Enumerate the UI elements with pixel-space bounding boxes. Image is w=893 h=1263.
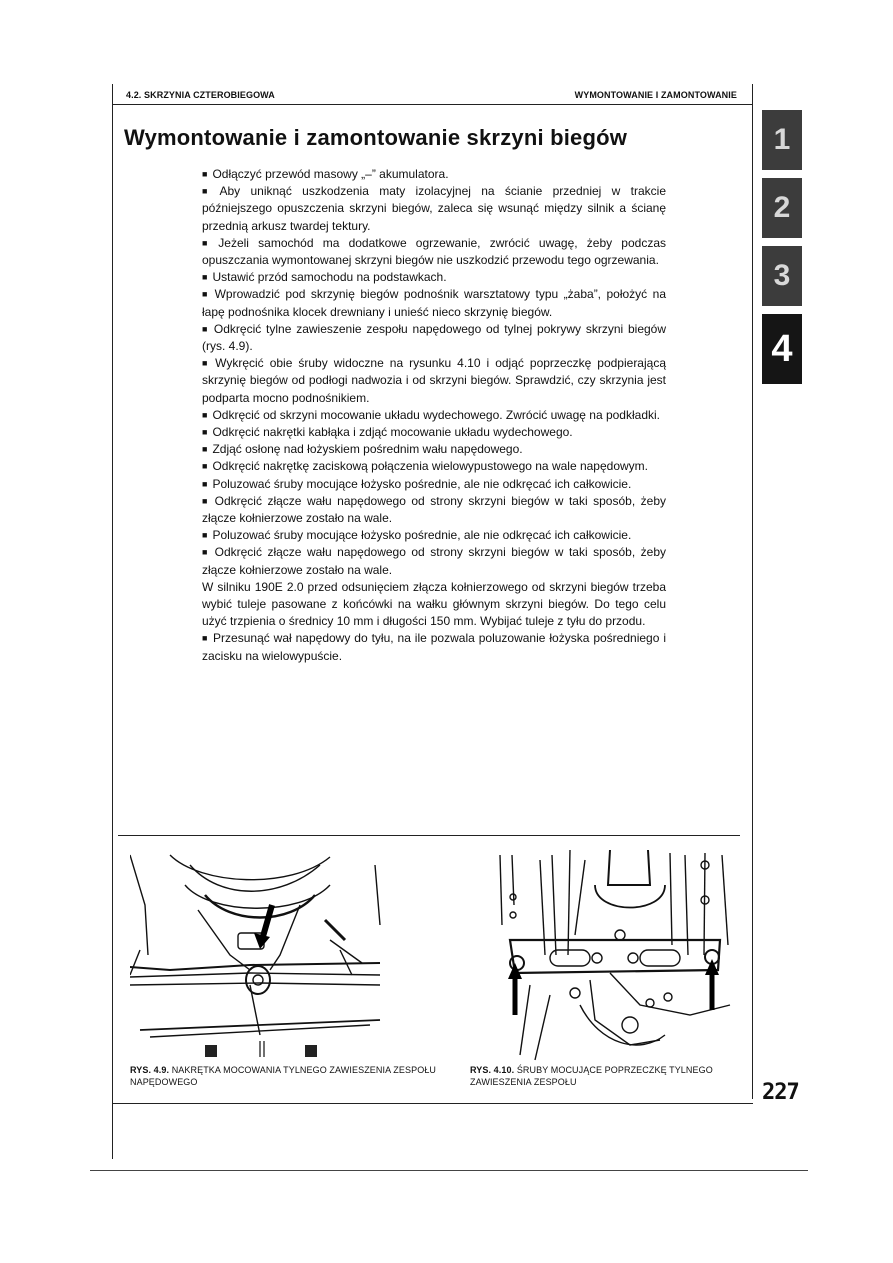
paragraph: ■ Wykręcić obie śruby widoczne na rysunku 4.10 i odjąć poprzeczkę podpierającą skrzynię biegów od podłogi nadwozia i od skrzyni biegów. Sprawdzić, czy skrzynia jest podparta mocno podnośnikiem.	[202, 355, 666, 407]
chapter-tab-2: 2	[762, 178, 802, 238]
figures-top-rule	[118, 835, 740, 836]
paragraph: ■ Aby uniknąć uszkodzenia maty izolacyjnej na ścianie przedniej w trakcie późniejszego opuszczenia skrzyni biegów, zaleca się wsunąć między silnik a ścianę przednią arkusz twardej tektury.	[202, 183, 666, 235]
paragraph: ■ Ustawić przód samochodu na podstawkach.	[202, 269, 666, 286]
figure-4-10-drawing	[490, 845, 740, 1067]
chapter-tab-3: 3	[762, 246, 802, 306]
figure-4-9-text: NAKRĘTKA MOCOWANIA TYLNEGO ZAWIESZENIA ZESPOŁU NAPĘDOWEGO	[130, 1065, 437, 1087]
right-margin-rule	[752, 84, 753, 1099]
header-topic: WYMONTOWANIE I ZAMONTOWANIE	[574, 90, 737, 100]
header-rule	[112, 104, 753, 105]
paragraph: ■ Wprowadzić pod skrzynię biegów podnośnik warsztatowy typu „żaba”, położyć na łapę podnośnika klocek drewniany i unieść nieco skrzynię biegów.	[202, 286, 666, 320]
figures-bottom-rule	[112, 1103, 753, 1104]
figure-4-10-text: ŚRUBY MOCUJĄCE POPRZECZKĘ TYLNEGO ZAWIESZENIA ZESPOŁU	[470, 1065, 713, 1087]
paragraph: ■ Odkręcić złącze wału napędowego od strony skrzyni biegów w taki sposób, żeby złącze kołnierzowe zostało na wale.	[202, 493, 666, 527]
figure-4-9-drawing	[130, 845, 382, 1060]
paragraph: ■ Jeżeli samochód ma dodatkowe ogrzewanie, zwrócić uwagę, żeby podczas opuszczania wymontowanej skrzyni biegów nie uszkodzić przewodu tego ogrzewania.	[202, 235, 666, 269]
chapter-tabs	[762, 110, 802, 392]
paragraph: ■ Zdjąć osłonę nad łożyskiem pośrednim wału napędowego.	[202, 441, 666, 458]
paragraph: ■ Odkręcić tylne zawieszenie zespołu napędowego od tylnej pokrywy skrzyni biegów (rys. 4.9).	[202, 321, 666, 355]
figure-4-10-caption	[470, 1064, 750, 1088]
paragraph: ■ Poluzować śruby mocujące łożysko pośrednie, ale nie odkręcać ich całkowicie.	[202, 476, 666, 493]
figure-4-9-label: RYS. 4.9.	[130, 1065, 170, 1075]
header-section: 4.2. SKRZYNIA CZTEROBIEGOWA	[126, 90, 275, 100]
paragraph: ■ Odłączyć przewód masowy „–” akumulatora.	[202, 166, 666, 183]
paragraph: ■ Przesunąć wał napędowy do tyłu, na ile pozwala poluzowanie łożyska pośredniego i zacisku na wielowypuście.	[202, 630, 666, 664]
figure-4-10-label: RYS. 4.10.	[470, 1065, 515, 1075]
chapter-tab-1: 1	[762, 110, 802, 170]
chapter-tab-4: 4	[762, 314, 802, 384]
paragraph: ■ Odkręcić nakrętkę zaciskową połączenia wielowypustowego na wale napędowym.	[202, 458, 666, 475]
paragraph: ■ Odkręcić od skrzyni mocowanie układu wydechowego. Zwrócić uwagę na podkładki.	[202, 407, 666, 424]
page-bottom-rule	[90, 1170, 808, 1171]
instruction-text	[202, 166, 666, 665]
page-title: Wymontowanie i zamontowanie skrzyni biegów	[124, 125, 628, 150]
left-margin-rule	[112, 84, 113, 1159]
figure-4-9-caption	[130, 1064, 440, 1088]
paragraph: W silniku 190E 2.0 przed odsunięciem złącza kołnierzowego od skrzyni biegów trzeba wybić tuleje pasowane z końcówki na wałku głównym skrzyni biegów. Do tego celu użyć trzpienia o średnicy 10 mm i długości 150 mm. Wybijać tuleje z tyłu do przodu.	[202, 579, 666, 629]
paragraph: ■ Odkręcić nakrętki kabłąka i zdjąć mocowanie układu wydechowego.	[202, 424, 666, 441]
paragraph: ■ Odkręcić złącze wału napędowego od strony skrzyni biegów w taki sposób, żeby złącze kołnierzowe zostało na wale.	[202, 544, 666, 578]
page-number: 227	[762, 1080, 799, 1105]
paragraph: ■ Poluzować śruby mocujące łożysko pośrednie, ale nie odkręcać ich całkowicie.	[202, 527, 666, 544]
